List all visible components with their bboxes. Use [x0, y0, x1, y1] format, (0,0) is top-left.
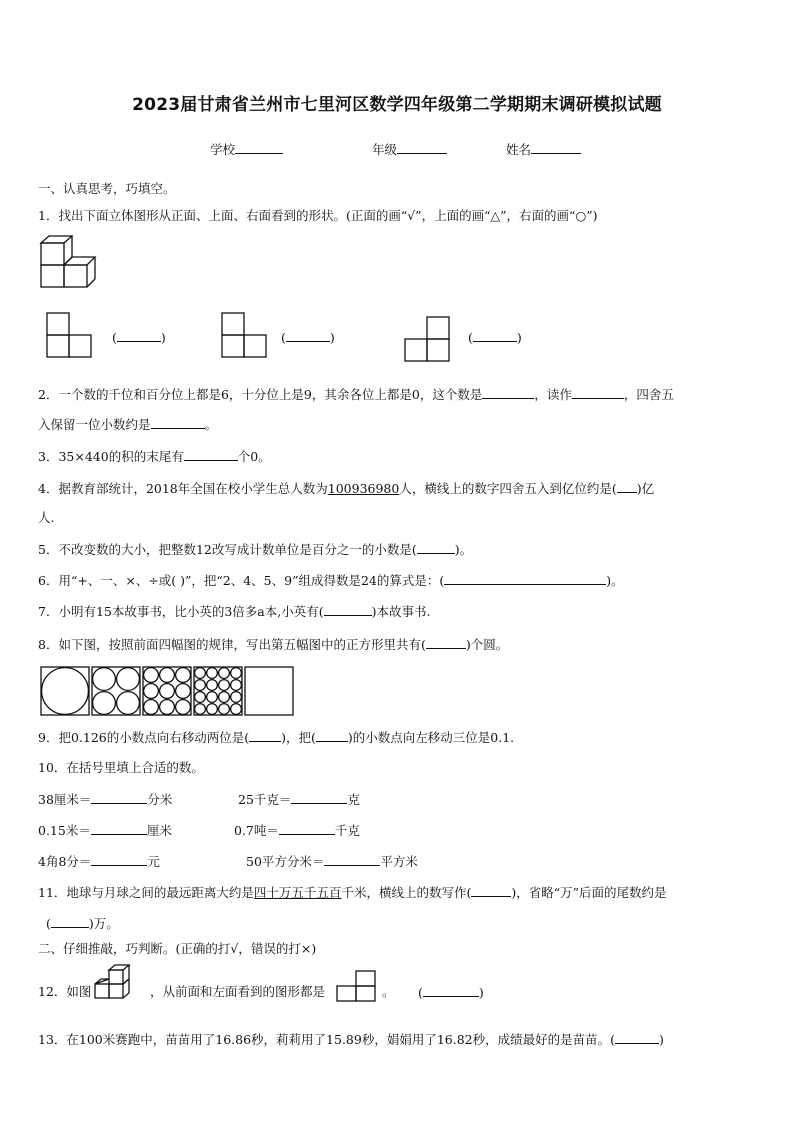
q8-blank[interactable]: [426, 636, 466, 649]
question-2-line-2: 入保留一位小数约是 。: [38, 417, 218, 432]
question-6: 6．用“+、一、×、÷或( )”，把“2、4、5、9”组成得数是24的算式是：( )。: [38, 573, 624, 588]
q7-blank[interactable]: [324, 603, 372, 616]
q8-circle: [219, 704, 230, 715]
q1-option-c-shape: [404, 316, 452, 362]
q8-circle: [176, 668, 191, 683]
q2-blank-read[interactable]: [572, 386, 624, 399]
q8-circle: [117, 668, 140, 691]
q8-circle: [195, 692, 206, 703]
grade-label: 年级: [372, 142, 398, 157]
q1-option-a-answer[interactable]: ( ): [112, 330, 166, 345]
q8-circle: [195, 704, 206, 715]
q1-option-b-answer[interactable]: ( ): [281, 330, 335, 345]
q8-circle: [231, 692, 242, 703]
q8-circle: [207, 692, 218, 703]
grade-field: [372, 141, 447, 158]
question-9: 9．把0.126的小数点向右移动两位是( )，把( )的小数点向左移动三位是0.1.: [38, 730, 515, 745]
q10-row-1-left: 38厘米＝ 分米: [38, 792, 173, 807]
q8-square-4: [194, 667, 242, 715]
q10-row-1-right: 25千克＝ 克: [238, 792, 360, 807]
q10-row-3-right: 50平方分米＝ 平方米: [246, 854, 418, 869]
q11-underlined-number: 四十万五千五百: [253, 885, 342, 900]
school-blank[interactable]: [235, 141, 283, 154]
name-field: [506, 141, 581, 158]
q8-circle: [207, 668, 218, 679]
q4-underlined-number: 100936980: [327, 481, 400, 496]
name-label: 姓名: [506, 142, 532, 157]
question-10: 10．在括号里填上合适的数。: [38, 760, 204, 775]
q11-blank-1[interactable]: [471, 884, 511, 897]
q1-option-a-shape: [46, 312, 94, 358]
question-2-line-1: 2．一个数的千位和百分位上都是6，十分位上是9，其余各位上都是0，这个数是 ，读作 ，四舍五: [38, 387, 674, 402]
q8-square-2: [92, 667, 140, 715]
q8-circle-pattern-figure: [40, 666, 300, 716]
q8-circle: [42, 668, 89, 715]
q12-3d-shape: [94, 968, 144, 1000]
q13-blank[interactable]: [615, 1031, 659, 1044]
question-4-line-2: 人.: [38, 510, 55, 525]
q8-circle: [231, 680, 242, 691]
question-5: 5．不改变数的大小，把整数12改写成计数单位是百分之一的小数是( )。: [38, 542, 473, 557]
q8-circle: [176, 684, 191, 699]
q8-circle: [195, 668, 206, 679]
q1-option-c-answer[interactable]: ( ): [468, 330, 522, 345]
q10-row-2-right: 0.7吨＝ 千克: [234, 823, 360, 838]
q8-circle: [160, 700, 175, 715]
question-3: 3．35×440的积的末尾有 个0。: [38, 449, 271, 464]
q8-circle: [160, 684, 175, 699]
question-12-end: 。: [382, 984, 395, 999]
q8-square-3: [143, 667, 191, 715]
q11-blank-2[interactable]: [51, 915, 89, 928]
question-12-part-b: ，从前面和左面看到的图形都是: [150, 984, 326, 999]
school-field: [210, 141, 283, 158]
question-11-line-1: 11．地球与月球之间的最远距离大约是四十万五千五百千米，横线上的数写作( )，省略“万”后面的尾数约是: [38, 885, 667, 900]
q8-circle: [219, 668, 230, 679]
q8-circle: [93, 692, 116, 715]
q8-circle: [219, 680, 230, 691]
q8-circle: [176, 700, 191, 715]
q8-circle: [160, 668, 175, 683]
q8-circle: [231, 704, 242, 715]
section-2-heading: 二、仔细推敲，巧判断。(正确的打√，错误的打×): [38, 941, 317, 956]
question-1: 1．找出下面立体图形从正面、上面、右面看到的形状。(正面的画“√”，上面的画“△”，右面的画“○”): [38, 208, 598, 223]
section-1-heading: 一、认真思考，巧填空。: [38, 181, 176, 196]
q8-circle: [207, 704, 218, 715]
q9-blank-2[interactable]: [316, 729, 348, 742]
q1-3d-shape: [40, 235, 102, 289]
q8-circle: [231, 668, 242, 679]
q10-row-2-left: 0.15米＝ 厘米: [38, 823, 172, 838]
q8-circle: [144, 684, 159, 699]
q5-blank[interactable]: [417, 541, 455, 554]
school-label: 学校: [210, 142, 236, 157]
name-blank[interactable]: [531, 141, 581, 154]
question-4-line-1: 4．据教育部统计，2018年全国在校小学生总人数为100936980人，横线上的数字四舍五入到亿位约是( )亿: [38, 481, 655, 496]
q2-blank-round[interactable]: [151, 416, 205, 429]
q8-circle: [219, 692, 230, 703]
q4-blank[interactable]: [617, 480, 637, 493]
q12-view-shape: [336, 970, 378, 1002]
question-12-part-a: 12．如图: [38, 984, 92, 999]
page-title: 2023届甘肃省兰州市七里河区数学四年级第二学期期末调研模拟试题: [132, 95, 662, 115]
q8-circle: [117, 692, 140, 715]
q10-row-3-left: 4角8分＝ 元: [38, 854, 160, 869]
q8-circle: [144, 700, 159, 715]
q8-circle: [93, 668, 116, 691]
question-7: 7．小明有15本故事书，比小英的3倍多a本,小英有( )本故事书.: [38, 604, 431, 619]
q8-circle: [207, 680, 218, 691]
question-11-line-2: ( )万。: [46, 916, 119, 931]
q2-blank-number[interactable]: [482, 386, 534, 399]
q8-circle: [195, 680, 206, 691]
q6-blank[interactable]: [444, 572, 606, 585]
question-8: 8．如下图，按照前面四幅图的规律，写出第五幅图中的正方形里共有( )个圆。: [38, 637, 509, 652]
q12-answer[interactable]: ( ): [418, 985, 484, 1000]
q8-square-5: [245, 667, 293, 715]
q1-option-b-shape: [221, 312, 269, 358]
question-13: 13．在100米赛跑中，苗苗用了16.86秒，莉莉用了15.89秒，娟娟用了16.82秒，成绩最好的是苗苗。( ): [38, 1032, 664, 1047]
q3-blank[interactable]: [184, 448, 238, 461]
q8-circle: [144, 668, 159, 683]
grade-blank[interactable]: [397, 141, 447, 154]
q9-blank-1[interactable]: [249, 729, 281, 742]
